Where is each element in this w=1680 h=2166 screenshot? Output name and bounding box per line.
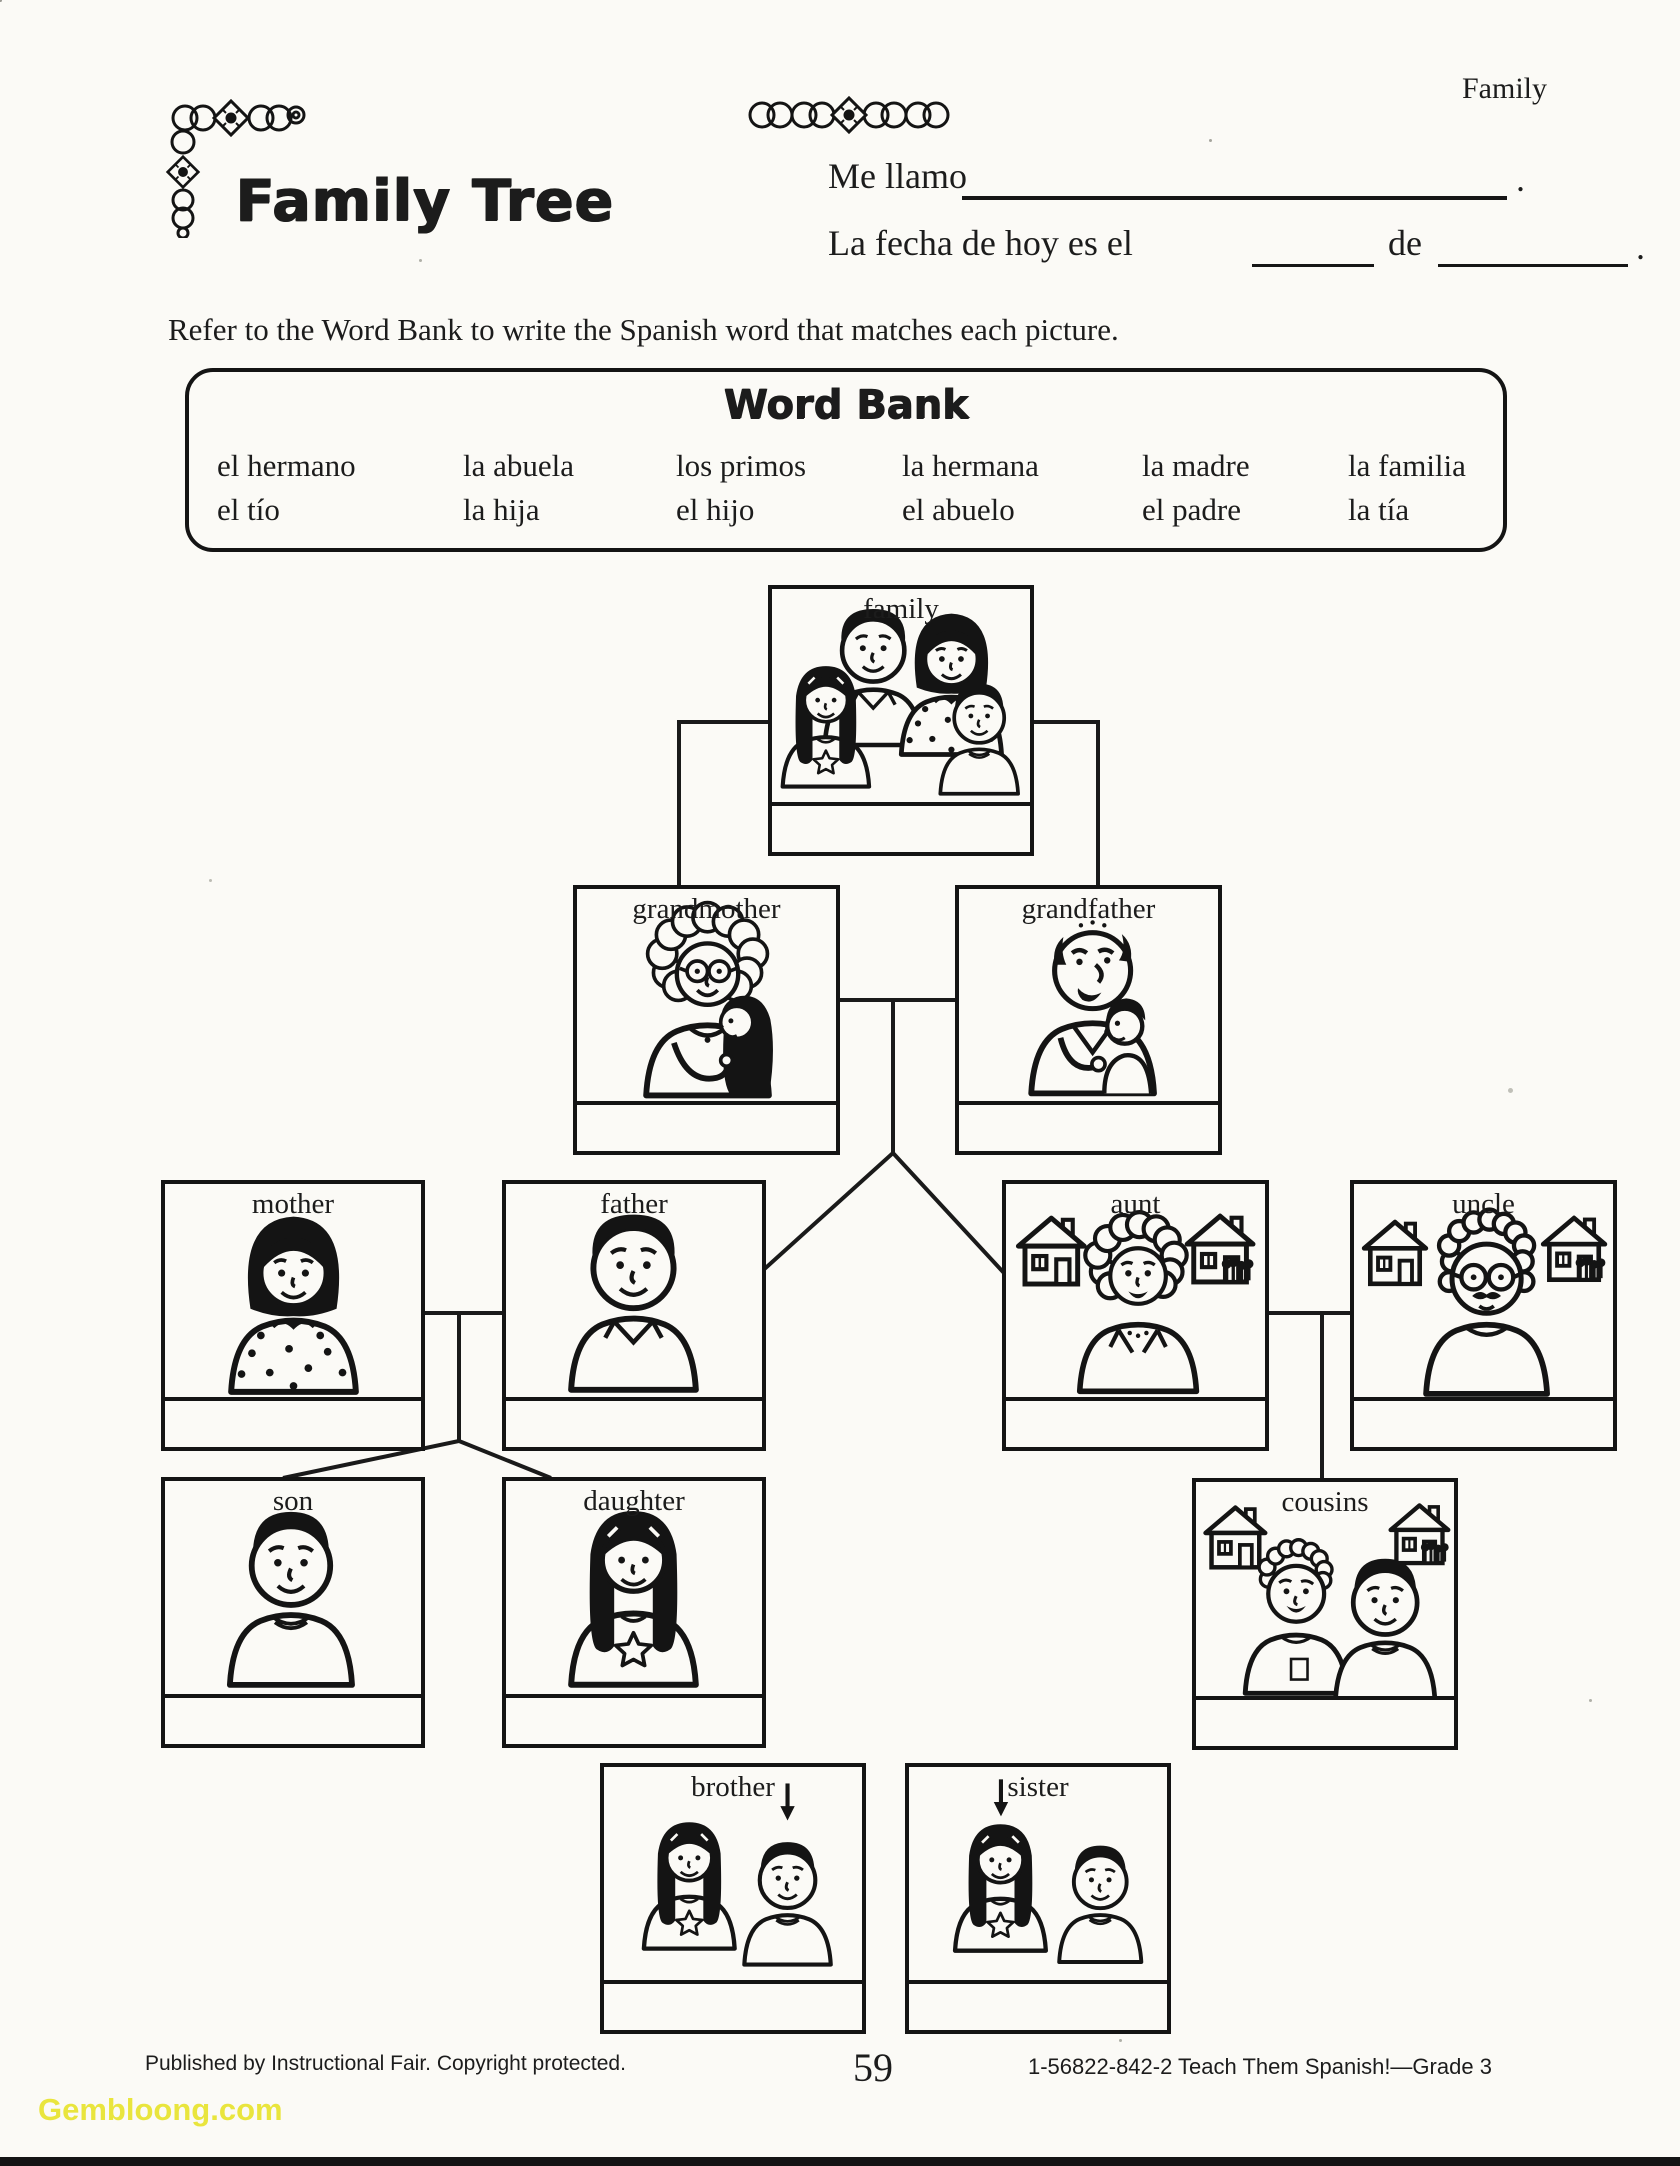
tree-box-father — [502, 1180, 766, 1451]
footer-publisher-text: Published by Instructional Fair. Copyright protected. — [145, 2052, 626, 2075]
family-answer-blank[interactable] — [772, 802, 1030, 852]
word-bank-entry: la tía — [1348, 492, 1410, 527]
name-line-label: Me llamo — [828, 156, 967, 196]
tree-box-uncle — [1350, 1180, 1617, 1451]
tree-box-cousins-label: cousins — [1281, 1486, 1369, 1518]
cousins-answer-blank[interactable] — [1196, 1696, 1454, 1746]
uncle-answer-blank[interactable] — [1354, 1397, 1613, 1447]
tree-box-family — [768, 585, 1034, 856]
daughter-answer-blank[interactable] — [506, 1694, 762, 1744]
date-line-period: . — [1636, 227, 1645, 267]
tree-box-sister — [905, 1763, 1171, 2034]
son-answer-blank[interactable] — [165, 1694, 421, 1744]
instruction-text: Refer to the Word Bank to write the Spanish word that matches each picture. — [168, 312, 1119, 347]
grandfather-answer-blank[interactable] — [959, 1101, 1218, 1151]
tree-box-aunt-label: aunt — [1110, 1188, 1161, 1220]
tree-box-grandmother — [573, 885, 840, 1155]
tree-box-cousins — [1192, 1478, 1458, 1750]
tree-box-daughter-label: daughter — [583, 1485, 685, 1517]
tree-box-grandfather-label: grandfather — [1021, 893, 1156, 925]
date-line-de: de — [1388, 223, 1422, 263]
date-line-label: La fecha de hoy es el — [828, 223, 1133, 263]
word-bank-entry: el abuelo — [902, 492, 1015, 527]
name-line-period: . — [1516, 159, 1525, 199]
father-answer-blank[interactable] — [506, 1397, 762, 1447]
tree-box-father-label: father — [600, 1188, 668, 1220]
tree-box-grandmother-label: grandmother — [632, 893, 781, 925]
word-bank-entry: el hermano — [217, 448, 356, 483]
tree-box-uncle-label: uncle — [1452, 1188, 1515, 1220]
word-bank-title: Word Bank — [723, 382, 969, 428]
word-bank-entry: el padre — [1142, 492, 1241, 527]
word-bank-entry: la hija — [463, 492, 540, 527]
word-bank-entry: la abuela — [463, 448, 575, 483]
word-bank-entry: la madre — [1142, 448, 1250, 483]
tree-box-aunt — [1002, 1180, 1269, 1451]
tree-box-mother-label: mother — [251, 1188, 335, 1220]
tree-box-brother-label: brother — [691, 1771, 775, 1803]
mother-answer-blank[interactable] — [165, 1397, 421, 1447]
footer-page-number: 59 — [853, 2045, 893, 2090]
sister-answer-blank[interactable] — [909, 1980, 1167, 2030]
aunt-answer-blank[interactable] — [1006, 1397, 1265, 1447]
tree-box-brother — [600, 1763, 866, 2034]
tree-box-grandfather — [955, 885, 1222, 1155]
word-bank-entry: los primos — [676, 448, 807, 483]
worksheet-title: Family Tree — [235, 168, 614, 234]
footer-series-text: 1-56822-842-2 Teach Them Spanish!—Grade 3 — [1028, 2054, 1492, 2079]
tree-box-sister-label: sister — [1007, 1771, 1069, 1803]
watermark-text: Gembloong.com — [38, 2092, 283, 2127]
tree-box-family-label: family — [863, 593, 939, 625]
tree-box-son — [161, 1477, 425, 1748]
page-corner-label: Family — [1462, 72, 1548, 105]
word-bank-entry: el hijo — [676, 492, 755, 527]
word-bank-entry: la hermana — [902, 448, 1039, 483]
brother-answer-blank[interactable] — [604, 1980, 862, 2030]
word-bank-entry: el tío — [217, 492, 280, 527]
tree-box-son-label: son — [272, 1485, 314, 1517]
grandmother-answer-blank[interactable] — [577, 1101, 836, 1151]
tree-box-daughter — [502, 1477, 766, 1748]
tree-box-mother — [161, 1180, 425, 1451]
word-bank-entry: la familia — [1348, 448, 1466, 483]
